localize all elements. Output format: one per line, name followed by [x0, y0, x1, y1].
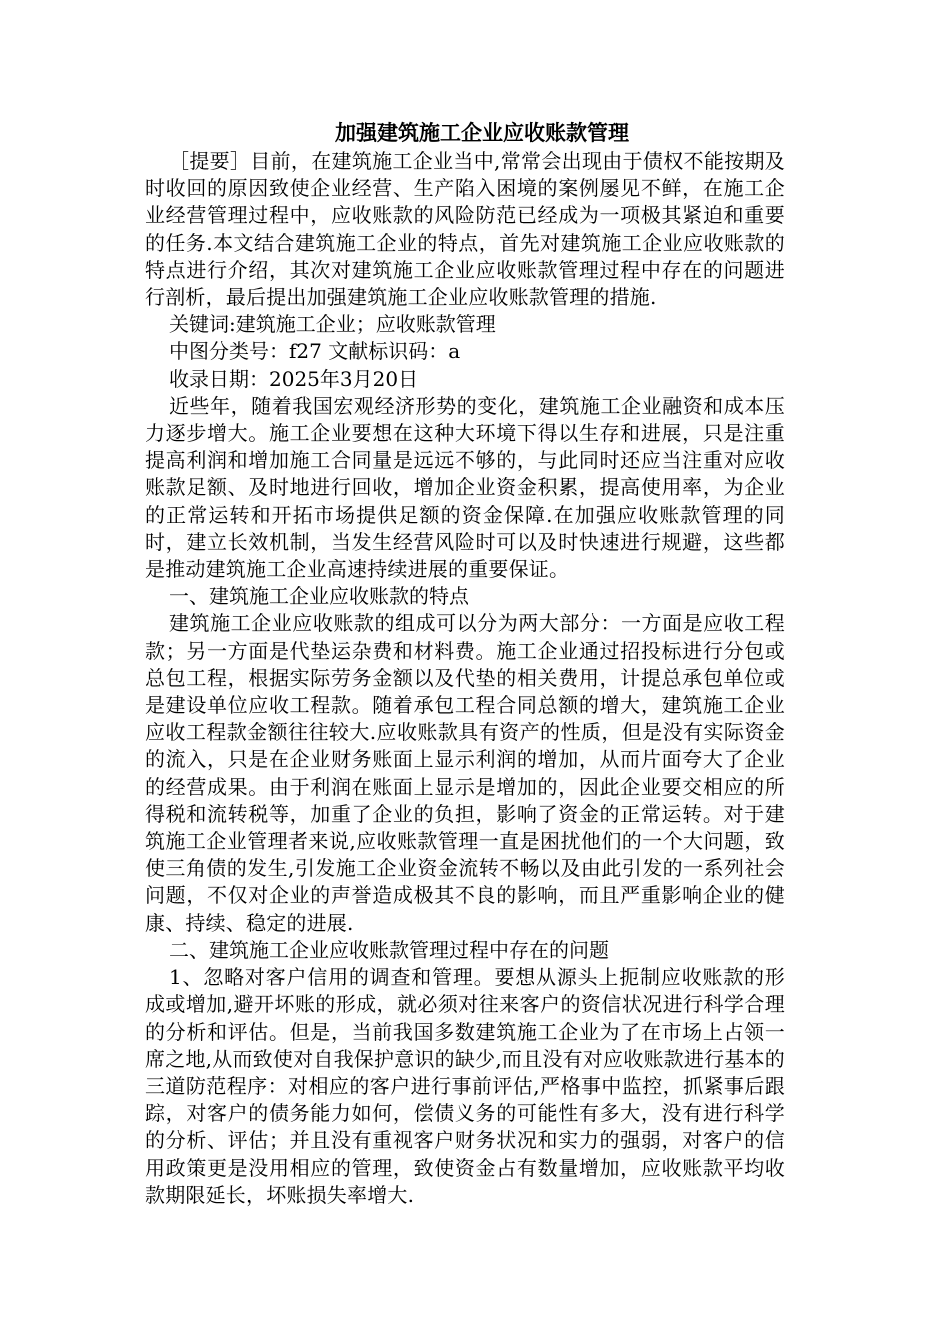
document-page: [145, 118, 785, 1209]
abstract-paragraph: ［提要］目前，在建筑施工企业当中,常常会出现由于债权不能按期及时收回的原因致使企业经营、生产陷入困境的案例屡见不鲜，在施工企业经营管理过程中，应收账款的风险防范已经成为一项极其紧迫和重要的任务.本文结合建筑施工企业的特点，首先对建筑施工企业应收账款的特点进行介绍，其次对建筑施工企业应收账款管理过程中存在的问题进行剖析，最后提出加强建筑施工企业应收账款管理的措施.: [145, 149, 785, 310]
section-1-paragraph: 建筑施工企业应收账款的组成可以分为两大部分：一方面是应收工程款；另一方面是代垫运杂费和材料费。施工企业通过招投标进行分包或总包工程，根据实际劳务金额以及代垫的相关费用，计提总承包单位或是建设单位应收工程款。随着承包工程合同总额的增大，建筑施工企业应收工程款金额往往较大.应收账款具有资产的性质，但是没有实际资金的流入，只是在企业财务账面上显示利润的增加，从而片面夸大了企业的经营成果。由于利润在账面上显示是增加的，因此企业要交相应的所得税和流转税等，加重了企业的负担，影响了资金的正常运转。对于建筑施工企业管理者来说,应收账款管理一直是困扰他们的一个大问题，致使三角债的发生,引发施工企业资金流转不畅以及由此引发的一系列社会问题，不仅对企业的声誉造成极其不良的影响，而且严重影响企业的健康、持续、稳定的进展.: [145, 611, 785, 935]
section-1-heading: 一、建筑施工企业应收账款的特点: [169, 584, 469, 609]
section-2-heading: 二、建筑施工企业应收账款管理过程中存在的问题: [169, 937, 609, 962]
document-title: 加强建筑施工企业应收账款管理: [335, 120, 629, 145]
received-date-line: 收录日期：2025年3月20日: [169, 366, 419, 391]
classification-line: 中图分类号：f27 文献标识码：a: [169, 339, 461, 364]
keywords-line: 关键词:建筑施工企业；应收账款管理: [169, 312, 496, 337]
intro-paragraph: 近些年，随着我国宏观经济形势的变化，建筑施工企业融资和成本压力逐步增大。施工企业要想在这种大环境下得以生存和进展，只是注重提高利润和增加施工合同量是远远不够的，与此同时还应当注重对应收账款足额、及时地进行回收，增加企业资金积累，提高使用率，为企业的正常运转和开拓市场提供足额的资金保障.在加强应收账款管理的同时，建立长效机制，当发生经营风险时可以及时快速进行规避，这些都是推动建筑施工企业高速持续进展的重要保证。: [145, 393, 785, 582]
section-2-item-1-paragraph: 1、忽略对客户信用的调查和管理。要想从源头上扼制应收账款的形成或增加,避开坏账的形成，就必须对往来客户的资信状况进行科学合理的分析和评估。但是，当前我国多数建筑施工企业为了在市场上占领一席之地,从而致使对自我保护意识的缺少,而且没有对应收账款进行基本的三道防范程序：对相应的客户进行事前评估,严格事中监控，抓紧事后跟踪，对客户的债务能力如何，偿债义务的可能性有多大，没有进行科学的分析、评估；并且没有重视客户财务状况和实力的强弱，对客户的信用政策更是没用相应的管理，致使资金占有数量增加，应收账款平均收款期限延长，坏账损失率增大.: [145, 965, 785, 1207]
